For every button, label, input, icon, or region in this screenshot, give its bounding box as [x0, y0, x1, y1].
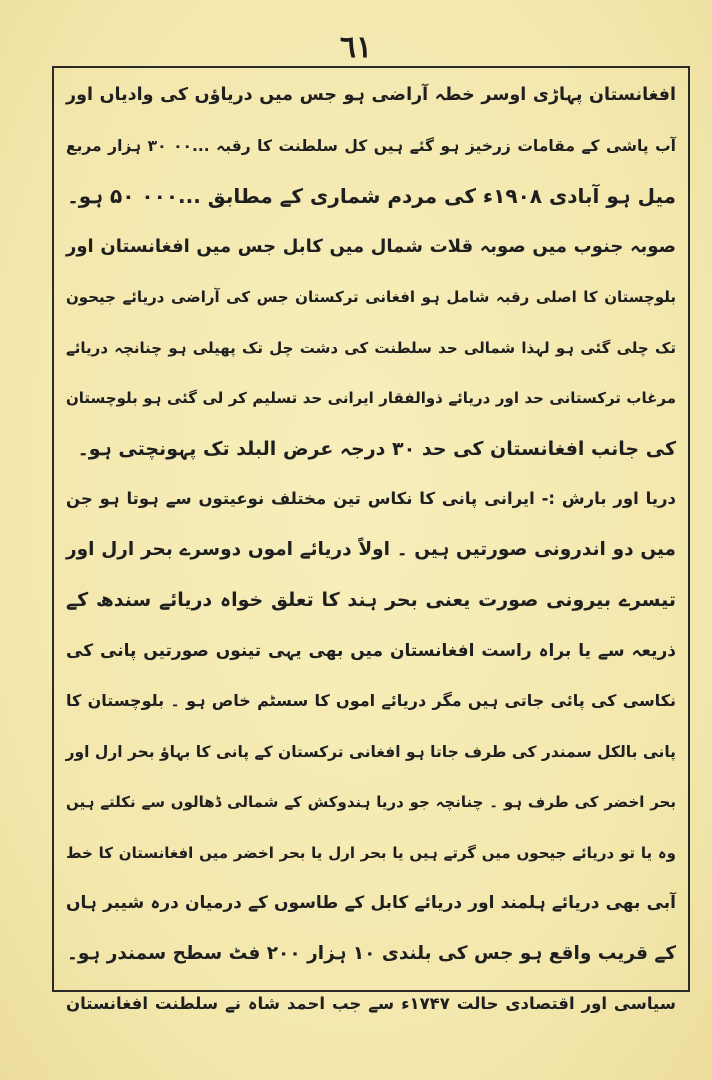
text-line: وہ یا تو دریائے جیحوں میں گرتے ہیں یا بحر ارل یا بحر اخضر میں افغانستان کا خط: [66, 843, 676, 862]
text-line: آبی بھی دریائے ہلمند اور دریائے کابل کے طاسوں کے درمیان درہ شیبر ہاں: [66, 893, 676, 913]
body-text: [60, 70, 682, 1030]
text-line: تیسرے بیرونی صورت یعنی بحر ہند کا تعلق خواہ دریائے سندھ کے: [66, 589, 676, 611]
text-line: کے قریب واقع ہو جس کی بلندی ۱۰ ہزار ۲۰۰ فٹ سطح سمندر ہو۔: [66, 942, 676, 964]
text-line: بحر اخضر کی طرف ہو ۔ چنانچہ جو دریا ہندوکش کے شمالی ڈھالوں سے نکلتے ہیں: [66, 793, 676, 811]
text-line: کی جانب افغانستان کی حد ۳۰ درجہ عرض البلد تک پہونچتی ہو۔: [77, 437, 676, 460]
text-line: سیاسی اور اقتصادی حالت ۱۷۴۷ء سے جب احمد شاہ نے سلطنت افغانستان: [66, 994, 676, 1013]
text-line: میں دو اندرونی صورتیں ہیں ۔ اولاً دریائے اموں دوسرے بحر ارل اور: [66, 538, 676, 560]
text-line: ذریعہ سے یا براہ راست افغانستان میں بھی یہی تینوں صورتیں پانی کی: [66, 640, 676, 661]
text-line: نکاسی کی پائی جاتی ہیں مگر دریائے اموں کا سسٹم خاص ہو ۔ بلوچستان کا: [66, 691, 676, 710]
text-line: پانی بالکل سمندر کی طرف جاتا ہو افغانی ترکستان کے پانی کا بہاؤ بحر ارل اور: [65, 742, 676, 761]
text-line: افغانستان پہاڑی اوسر خطہ آراضی ہو جس میں دریاؤں کی وادیاں اور: [66, 85, 676, 105]
text-line: دریا اور بارش :- ایرانی پانی کا نکاس تین مختلف نوعیتوں سے ہوتا ہو جن: [66, 489, 676, 508]
page-number: ٦١: [339, 30, 373, 65]
text-line: آب پاشی کے مقامات زرخیز ہو گئے ہیں کل سلطنت کا رقبہ ...۰۰ ۳۰ ہزار مربع: [66, 136, 676, 155]
text-line: میل ہو آبادی ۱۹۰۸ء کی مردم شماری کے مطابق ...۰۰۰ ۵۰ ہو۔: [67, 184, 676, 208]
text-line: بلوچستان کا اصلی رقبہ شامل ہو افغانی ترکستان جس کی آراضی دریائے جیحون: [66, 288, 676, 306]
text-line: مرغاب ترکستانی حد اور دریائے ذوالفقار ایرانی حد تسلیم کر لی گئی ہو بلوچستان: [66, 389, 676, 407]
text-line: تک چلی گئی ہو لہذا شمالی حد سلطنت کی دشت چل تک پھیلی ہو چنانچہ دریائے: [66, 338, 676, 357]
text-line: صوبہ جنوب میں صوبہ قلات شمال میں کابل جس میں افغانستان اور: [66, 235, 676, 257]
